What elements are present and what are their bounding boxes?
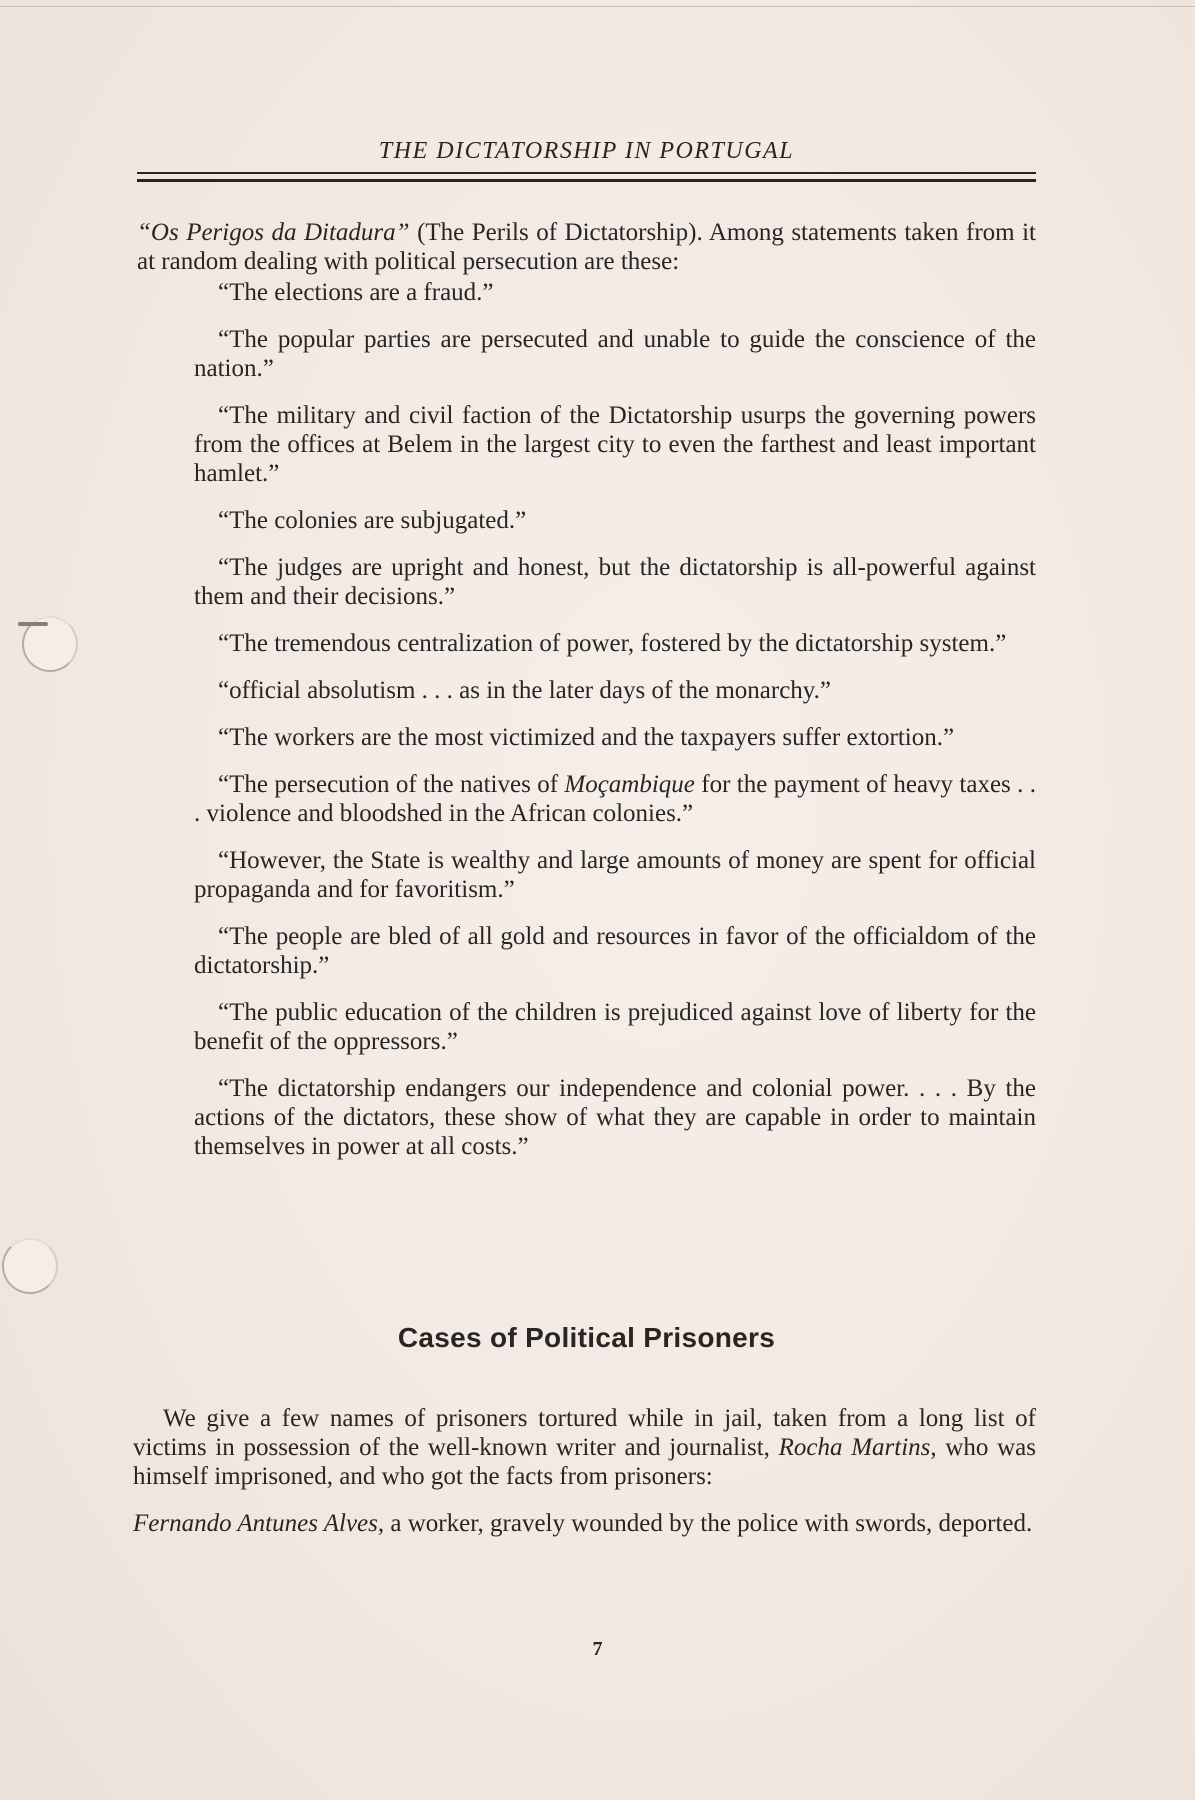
prisoner-description: , a worker, gravely wounded by the police with swords, deported. <box>377 1510 1033 1537</box>
section-paragraph-text: We give a few names of prisoners tortured while in jail, taken from a long list of victims in possession of the well-known writer and journalist, <box>133 1405 1036 1461</box>
page-top-edge <box>0 6 1195 7</box>
book-title: “Os Perigos da Ditadura” <box>137 219 410 246</box>
page-number: 7 <box>592 1638 603 1660</box>
prisoner-entry <box>133 1509 1036 1538</box>
quote-list <box>194 278 1036 1161</box>
quote-item: “The elections are a fraud.” <box>218 279 494 306</box>
intro-text: (The Perils of Dictatorship). Among statements taken from it at random dealing with political persecution are these: <box>137 219 1036 275</box>
quote-item: “The tremendous centralization of power, fostered by the dictatorship system.” <box>218 630 1007 657</box>
quote-item: “The people are bled of all gold and resources in favor of the officialdom of the dictatorship.” <box>194 923 1036 979</box>
section-heading: Cases of Political Prisoners <box>397 1322 776 1353</box>
journalist-name: Rocha Martins <box>778 1434 931 1461</box>
section-paragraph-text: , who was himself imprisoned, and who got the facts from prisoners: <box>133 1434 1036 1490</box>
running-title: THE DICTATORSHIP IN PORTUGAL <box>378 138 795 164</box>
quote-item: “The colonies are subjugated.” <box>218 507 527 534</box>
section-paragraph <box>133 1404 1036 1491</box>
quote-item: “The public education of the children is prejudiced against love of liberty for the benefit of the oppressors.” <box>194 999 1036 1055</box>
quote-item: “The judges are upright and honest, but the dictatorship is all-powerful against them and their decisions.” <box>194 554 1036 610</box>
prisoner-name: Fernando Antunes Alves <box>133 1510 378 1537</box>
main-text <box>137 218 1036 1161</box>
quote-text: for the payment of heavy taxes . . . violence and bloodshed in the African colonies.” <box>194 771 1036 827</box>
header-rule-thin <box>137 172 1036 174</box>
quote-item: “However, the State is wealthy and large amounts of money are spent for official propaganda and for favoritism.” <box>194 847 1036 903</box>
quote-item <box>194 770 1036 828</box>
punch-hole-lower <box>2 1238 58 1294</box>
header-rule-thick <box>137 179 1036 182</box>
place-name: Moçambique <box>564 771 695 798</box>
quote-item: “The workers are the most victimized and the taxpayers suffer extortion.” <box>218 724 955 751</box>
quote-item: “official absolutism . . . as in the later days of the monarchy.” <box>218 677 832 704</box>
intro-paragraph <box>137 218 1036 276</box>
quote-text: “The persecution of the natives of <box>218 771 565 798</box>
section-text <box>133 1404 1036 1538</box>
quote-item: “The military and civil faction of the Dictatorship usurps the governing powers from the offices at Belem in the largest city to even the farthest and least important hamlet.” <box>194 402 1036 487</box>
binding-tab <box>18 622 48 626</box>
quote-item: “The popular parties are persecuted and unable to guide the conscience of the nation.” <box>194 326 1036 382</box>
quote-item: “The dictatorship endangers our independence and colonial power. . . . By the actions of the dictators, these show of what they are capable in order to maintain themselves in power at all costs.” <box>194 1075 1036 1160</box>
